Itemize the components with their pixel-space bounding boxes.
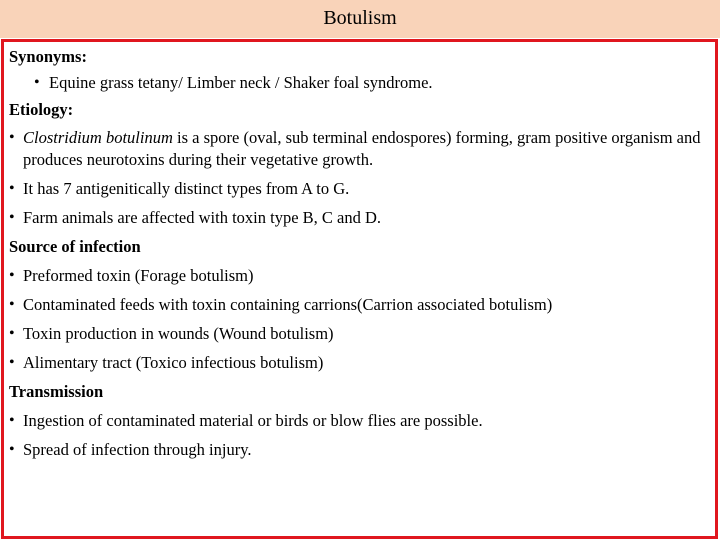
bullet-icon: • (9, 209, 15, 226)
transmission-item (9, 435, 709, 464)
source-item-text: Toxin production in wounds (Wound botulism) (23, 324, 334, 343)
etiology-item-text: It has 7 antigenitically distinct types from A to G. (23, 179, 350, 198)
source-item (9, 348, 709, 377)
content-box (1, 39, 718, 539)
transmission-item (9, 406, 709, 435)
bullet-icon: • (9, 441, 15, 458)
bullet-icon: • (9, 325, 15, 342)
etiology-heading: Etiology: (9, 100, 74, 119)
etiology-item (9, 203, 709, 232)
source-item (9, 319, 709, 348)
etiology-item (9, 174, 709, 203)
bullet-icon: • (9, 180, 15, 197)
synonyms-item (9, 71, 709, 95)
bullet-icon: • (34, 74, 40, 91)
bullet-icon: • (9, 412, 15, 429)
synonyms-heading: Synonyms: (9, 47, 87, 66)
source-item-text: Alimentary tract (Toxico infectious botulism) (23, 353, 324, 372)
synonyms-item-text: Equine grass tetany/ Limber neck / Shaker foal syndrome. (49, 73, 433, 92)
title-bar (0, 0, 720, 38)
bullet-icon: • (9, 129, 15, 146)
organism-name: Clostridium botulinum (23, 128, 173, 147)
bullet-icon: • (9, 296, 15, 313)
source-item (9, 261, 709, 290)
transmission-item-text: Ingestion of contaminated material or birds or blow flies are possible. (23, 411, 483, 430)
source-item-text: Preformed toxin (Forage botulism) (23, 266, 254, 285)
source-item-text: Contaminated feeds with toxin containing carrions(Carrion associated botulism) (23, 295, 553, 314)
etiology-item-text: is a spore (oval, sub terminal endospores) forming, gram positive organism and produces neurotoxins during their vegetative growth. (23, 128, 701, 169)
bullet-icon: • (9, 267, 15, 284)
transmission-heading: Transmission (9, 382, 104, 401)
etiology-item (9, 124, 709, 174)
etiology-item-text: Farm animals are affected with toxin type B, C and D. (23, 208, 382, 227)
source-of-infection-heading: Source of infection (9, 237, 141, 256)
bullet-icon: • (9, 354, 15, 371)
slide-title: Botulism (323, 7, 397, 29)
source-item (9, 290, 709, 319)
transmission-item-text: Spread of infection through injury. (23, 440, 252, 459)
